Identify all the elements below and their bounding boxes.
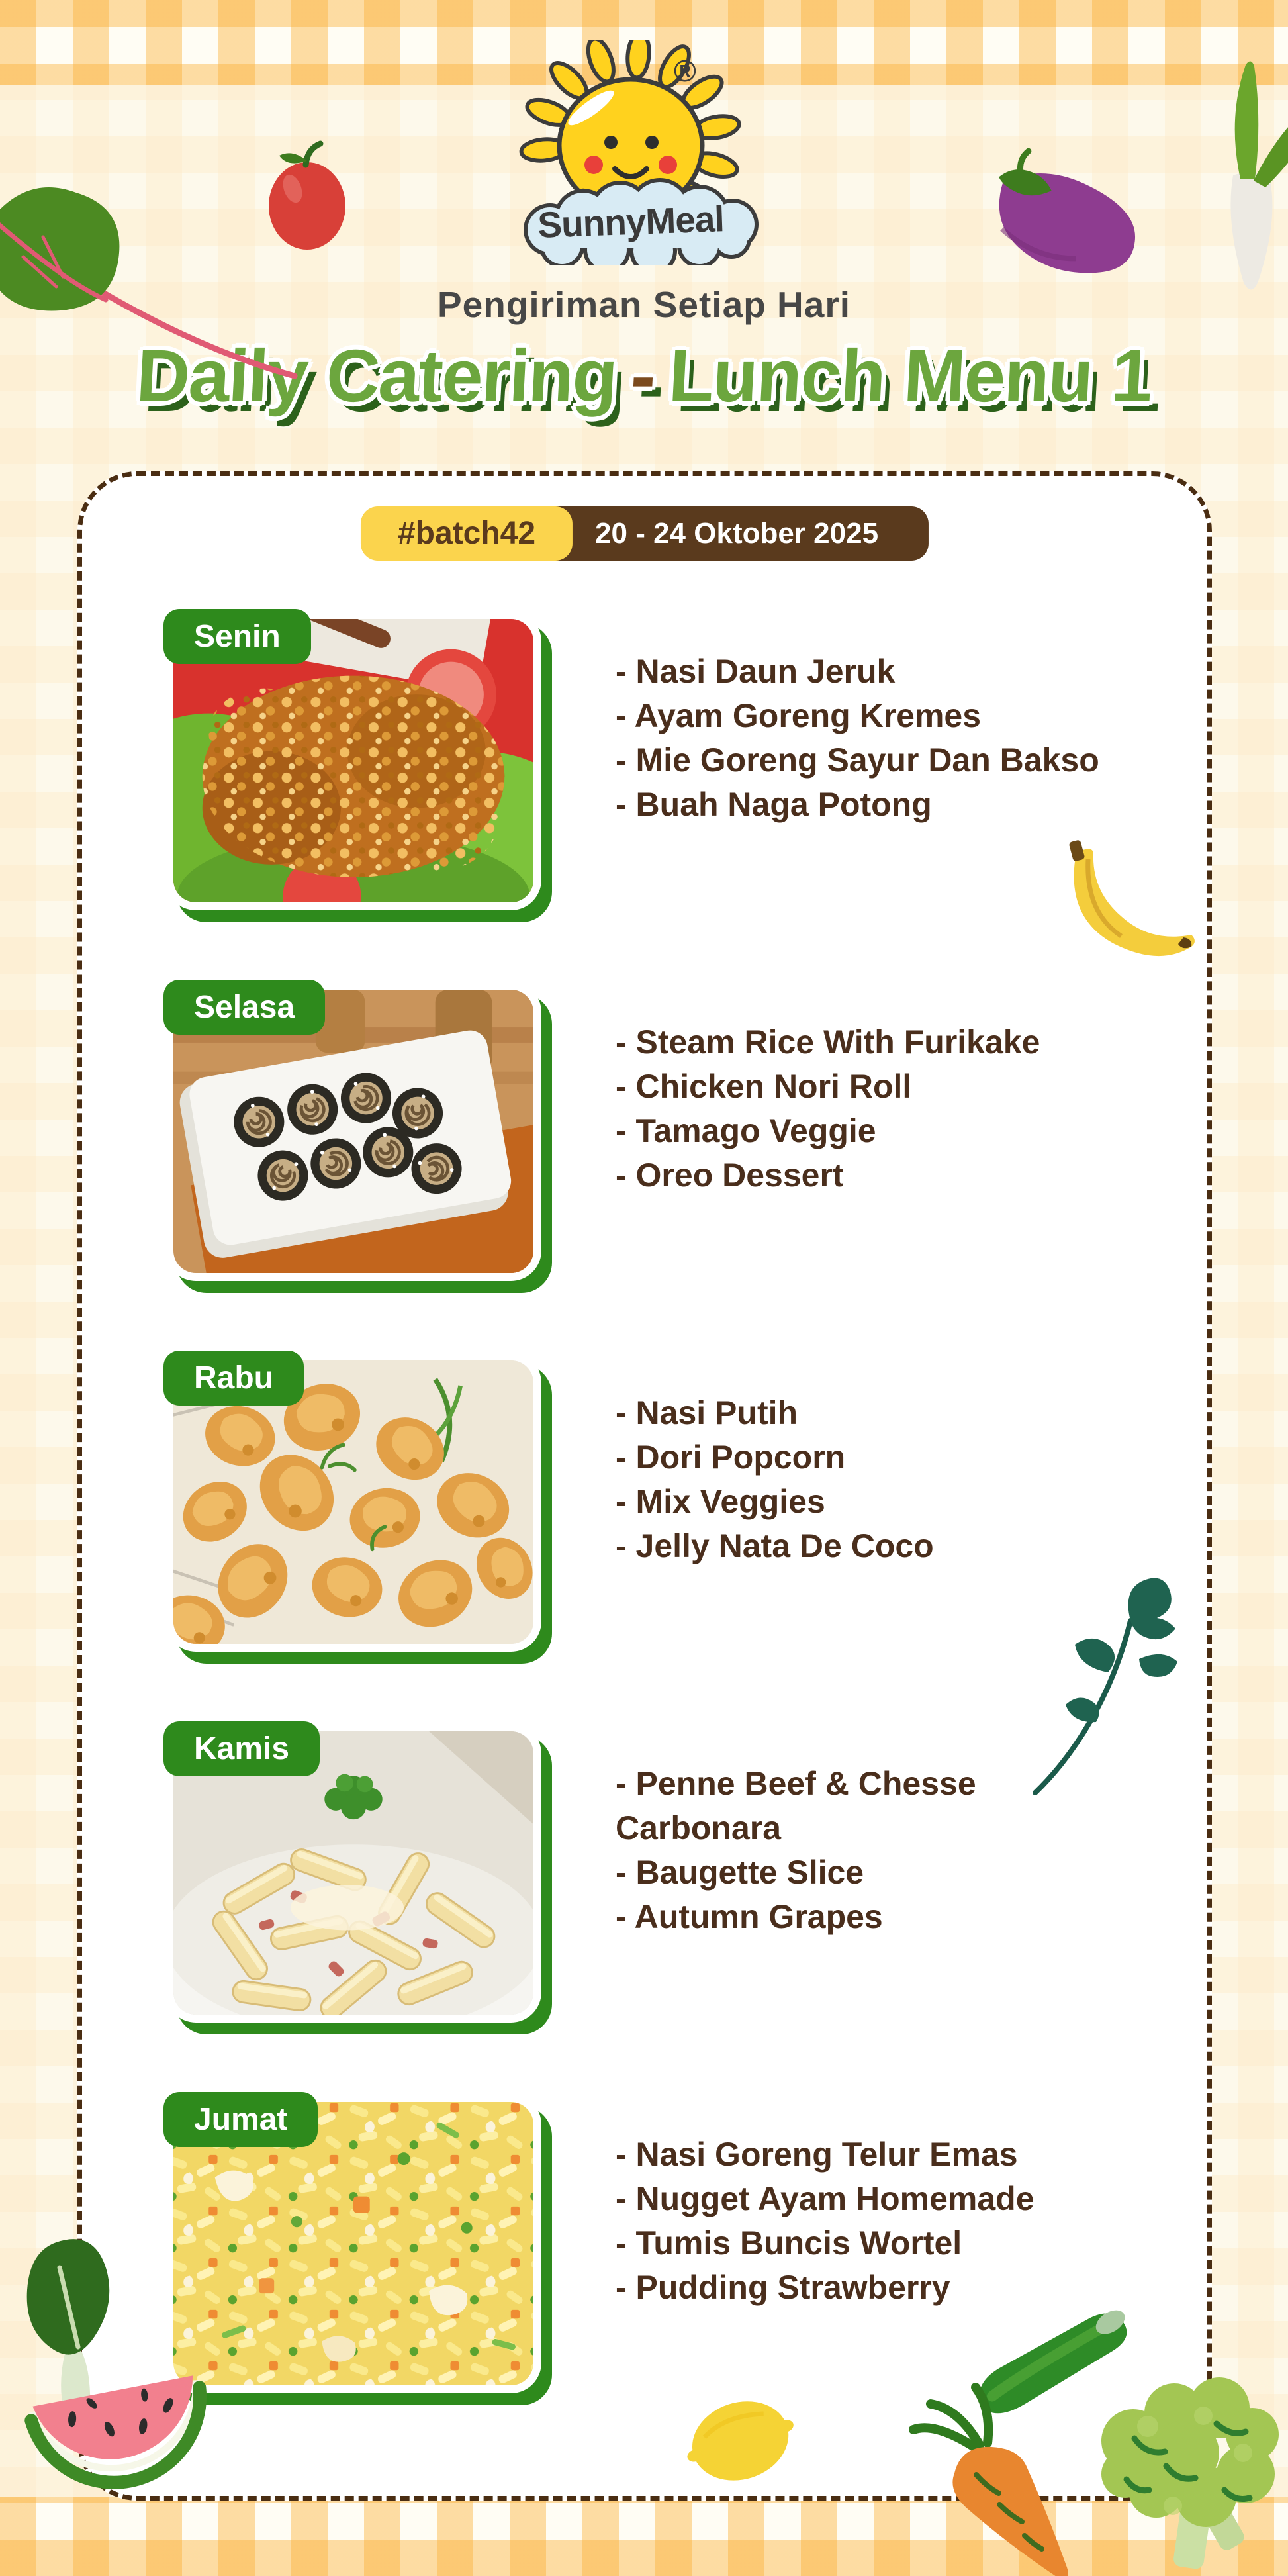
menu-item: - Ayam Goreng Kremes	[616, 697, 982, 734]
day-section-selasa	[82, 982, 1207, 1293]
day-tab-kamis: Kamis	[163, 1721, 320, 1776]
menu-item: - Nasi Putih	[616, 1394, 798, 1431]
menu-list-selasa	[616, 1020, 1132, 1198]
rabu-photo-frame	[165, 1353, 541, 1652]
day-section-kamis	[82, 1723, 1207, 2034]
menu-item: - Nasi Goreng Telur Emas	[616, 2136, 1018, 2173]
sunnymeal-logo	[498, 40, 763, 265]
day-section-jumat	[82, 2094, 1207, 2405]
batch-tag-badge: #batch42	[361, 506, 573, 561]
menu-item: - Tamago Veggie	[616, 1112, 876, 1149]
title-left: Daily Catering	[134, 334, 619, 417]
kamis-photo-frame	[165, 1723, 541, 2023]
batch-date-badge	[361, 506, 929, 561]
menu-item: - Steam Rice With Furikake	[616, 1024, 1040, 1061]
menu-item: - Nasi Daun Jeruk	[616, 653, 896, 690]
menu-list-kamis	[616, 1762, 1132, 1939]
menu-list-senin	[616, 649, 1132, 827]
menu-item: - Oreo Dessert	[616, 1157, 844, 1194]
menu-item: - Pudding Strawberry	[616, 2269, 950, 2306]
menu-item: - Dori Popcorn	[616, 1439, 846, 1476]
menu-item: - Chicken Nori Roll	[616, 1068, 912, 1105]
weekly-menu-card	[77, 471, 1212, 2501]
menu-list-jumat	[616, 2132, 1132, 2310]
day-section-senin	[82, 611, 1207, 922]
day-tab-selasa: Selasa	[163, 980, 325, 1035]
day-tab-jumat: Jumat	[163, 2092, 318, 2147]
title-separator: -	[629, 334, 657, 417]
day-tab-rabu: Rabu	[163, 1351, 304, 1406]
menu-item: - Buah Naga Potong	[616, 786, 932, 823]
date-range-badge: 20 - 24 Oktober 2025	[531, 506, 929, 561]
menu-item: - Jelly Nata De Coco	[616, 1527, 934, 1564]
jumat-photo-frame	[165, 2094, 541, 2393]
menu-item: - Baugette Slice	[616, 1854, 864, 1891]
registered-trademark-symbol: ®	[674, 54, 696, 88]
day-tab-senin: Senin	[163, 609, 311, 664]
menu-item: - Penne Beef & Chesse Carbonara	[616, 1765, 976, 1846]
poster-title	[0, 333, 1288, 418]
menu-item: - Nugget Ayam Homemade	[616, 2180, 1035, 2217]
menu-item: - Mix Veggies	[616, 1483, 825, 1520]
day-section-rabu	[82, 1353, 1207, 1664]
menu-list-rabu	[616, 1391, 1132, 1568]
senin-photo-frame	[165, 611, 541, 910]
poster-subtitle: Pengiriman Setiap Hari	[437, 284, 851, 325]
selasa-photo-frame	[165, 982, 541, 1281]
menu-item: - Mie Goreng Sayur Dan Bakso	[616, 741, 1099, 779]
logo-wordmark: SunnyMeal	[537, 198, 725, 246]
menu-item: - Autumn Grapes	[616, 1898, 883, 1935]
menu-item: - Tumis Buncis Wortel	[616, 2224, 962, 2262]
title-right: Lunch Menu 1	[667, 334, 1154, 417]
